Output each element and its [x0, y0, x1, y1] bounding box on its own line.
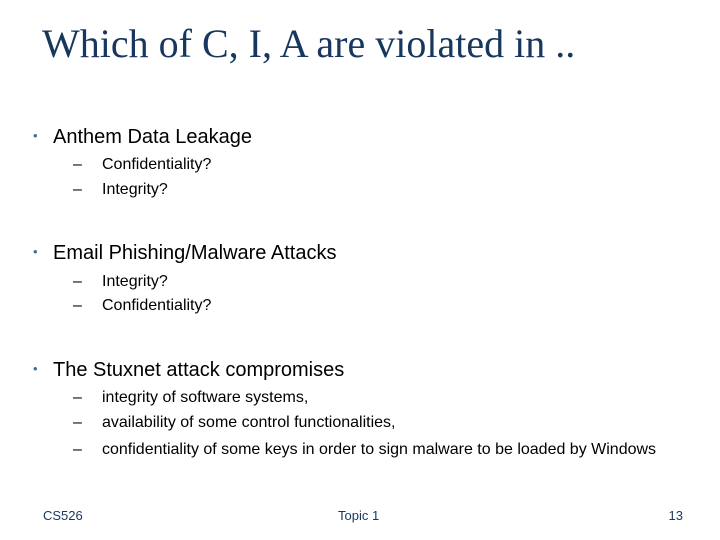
bullet-icon: •: [33, 128, 38, 143]
sub-item: [73, 439, 693, 461]
bullet-email-phishing: [33, 240, 336, 265]
footer-topic: Topic 1: [338, 508, 380, 523]
sub-item-text: Integrity?: [102, 181, 168, 198]
bullet-icon: •: [33, 244, 38, 259]
sub-item: [73, 412, 693, 434]
dash-icon: –: [73, 156, 82, 173]
sub-item-text: Confidentiality?: [102, 156, 212, 173]
sub-item-text: Confidentiality?: [102, 297, 212, 314]
bullet-text: The Stuxnet attack compromises: [53, 359, 345, 381]
sub-item: [73, 154, 693, 176]
sub-item: [73, 179, 693, 201]
sub-item-text: availability of some control functionalities,: [102, 414, 396, 431]
footer-page-number: 13: [668, 508, 683, 523]
bullet-stuxnet: [33, 357, 344, 382]
sub-item: [73, 271, 693, 293]
slide-title: Which of C, I, A are violated in ..: [42, 21, 576, 66]
sub-item: [73, 295, 693, 317]
dash-icon: –: [73, 441, 82, 458]
bullet-text: Email Phishing/Malware Attacks: [53, 242, 337, 264]
sub-item-text: integrity of software systems,: [102, 389, 309, 406]
bullet-icon: •: [33, 361, 38, 376]
dash-icon: –: [73, 414, 82, 431]
dash-icon: –: [73, 389, 82, 406]
dash-icon: –: [73, 181, 82, 198]
footer-course: CS526: [43, 508, 83, 523]
bullet-text: Anthem Data Leakage: [53, 126, 253, 148]
sub-item-text: Integrity?: [102, 273, 168, 290]
bullet-anthem: [33, 124, 252, 149]
dash-icon: –: [73, 297, 82, 314]
sub-item-text: confidentiality of some keys in order to sign malware to be loaded by Windows: [102, 441, 657, 458]
sub-item: [73, 387, 693, 409]
dash-icon: –: [73, 273, 82, 290]
